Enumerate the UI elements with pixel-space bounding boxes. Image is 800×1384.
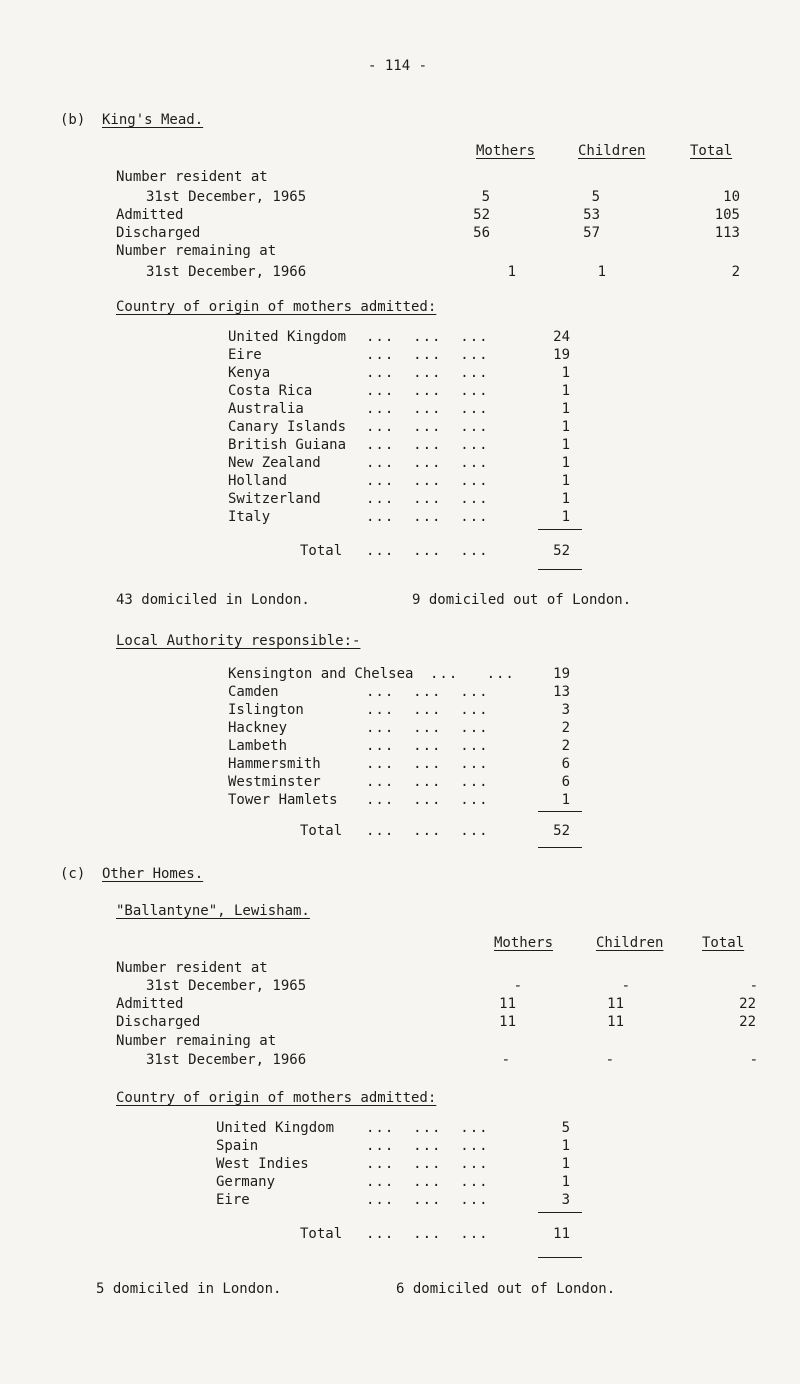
cell-total: - — [749, 1052, 758, 1068]
total-label: Total — [300, 1226, 343, 1242]
leader-dots: ... ... ... — [366, 1192, 489, 1208]
list-item-count: 1 — [561, 473, 570, 489]
list-item-label: United Kingdom — [228, 329, 347, 345]
cell-total: 22 — [739, 1014, 756, 1030]
domiciled-out: 9 domiciled out of London. — [412, 592, 632, 608]
leader-dots: ... ... ... — [366, 455, 489, 471]
cell-children: 57 — [583, 225, 600, 241]
leader-dots: ... ... ... — [366, 1156, 489, 1172]
leader-dots: ... ... ... — [366, 365, 489, 381]
domiciled-out: 6 domiciled out of London. — [396, 1281, 616, 1297]
leader-dots: ... ... ... — [366, 543, 489, 559]
domiciled-in: 5 domiciled in London. — [96, 1281, 282, 1297]
leader-dots: ... ... ... — [366, 1174, 489, 1190]
cell-total: - — [749, 978, 758, 994]
page-number: - 114 - — [368, 58, 428, 74]
total-rule — [538, 847, 582, 848]
list-item-label: Switzerland — [228, 491, 321, 507]
row-label: Admitted — [116, 996, 184, 1012]
cell-mothers: 11 — [499, 1014, 516, 1030]
row-label: 31st December, 1965 — [146, 978, 307, 994]
subtotal-rule — [538, 1212, 582, 1213]
origin-heading: Country of origin of mothers admitted: — [116, 299, 437, 315]
leader-dots: ... ... ... — [366, 509, 489, 525]
row-label: 31st December, 1966 — [146, 1052, 307, 1068]
list-item-count: 19 — [553, 347, 570, 363]
list-item-count: 1 — [561, 1174, 570, 1190]
leader-dots: ... ... ... — [366, 738, 489, 754]
cell-total: 113 — [714, 225, 740, 241]
list-item-label: Eire — [216, 1192, 250, 1208]
leader-dots: ... ... ... — [366, 823, 489, 839]
cell-mothers: - — [501, 1052, 510, 1068]
list-item-count: 1 — [561, 1138, 570, 1154]
leader-dots: ... ... ... — [366, 401, 489, 417]
cell-total: 10 — [723, 189, 740, 205]
total-rule — [538, 569, 582, 570]
list-item-label: Germany — [216, 1174, 276, 1190]
cell-children: - — [621, 978, 630, 994]
cell-children: 1 — [597, 264, 606, 280]
list-item-count: 1 — [561, 437, 570, 453]
cell-children: 5 — [591, 189, 600, 205]
leader-dots: ... ... ... — [366, 774, 489, 790]
origin-heading: Country of origin of mothers admitted: — [116, 1090, 437, 1106]
list-item-count: 2 — [561, 738, 570, 754]
leader-dots: ... ... ... — [366, 1226, 489, 1242]
leader-dots: ... ... ... — [366, 1138, 489, 1154]
section-c-prefix: (c) — [60, 866, 86, 882]
list-item-label: Italy — [228, 509, 271, 525]
list-item-count: 6 — [561, 774, 570, 790]
list-item-label: New Zealand — [228, 455, 321, 471]
list-item-count: 19 — [553, 666, 570, 682]
list-item-count: 1 — [561, 365, 570, 381]
leader-dots: ... ... ... — [366, 419, 489, 435]
list-item-label: Australia — [228, 401, 304, 417]
list-item-count: 5 — [561, 1120, 570, 1136]
col-children: Children — [578, 143, 646, 159]
list-item-label: Hammersmith — [228, 756, 321, 772]
list-item-count: 6 — [561, 756, 570, 772]
leader-dots: ... ... ... — [366, 1120, 489, 1136]
leader-dots: ... ... ... — [366, 756, 489, 772]
list-item-label: Islington — [228, 702, 304, 718]
leader-dots: ... ... ... — [366, 792, 489, 808]
list-item-label: West Indies — [216, 1156, 309, 1172]
list-item-label: Canary Islands — [228, 419, 347, 435]
list-item-count: 1 — [561, 383, 570, 399]
leader-dots: ... ... ... — [366, 702, 489, 718]
list-item-count: 1 — [561, 491, 570, 507]
list-item-count: 1 — [561, 455, 570, 471]
sub-heading: "Ballantyne", Lewisham. — [116, 903, 310, 919]
subtotal-rule — [538, 529, 582, 530]
list-item-count: 1 — [561, 1156, 570, 1172]
cell-mothers: 11 — [499, 996, 516, 1012]
list-item-label: Costa Rica — [228, 383, 313, 399]
cell-mothers: 1 — [507, 264, 516, 280]
list-item-label: Tower Hamlets — [228, 792, 338, 808]
col-mothers: Mothers — [494, 935, 554, 951]
cell-mothers: - — [513, 978, 522, 994]
cell-children: 53 — [583, 207, 600, 223]
cell-children: 11 — [607, 996, 624, 1012]
col-mothers: Mothers — [476, 143, 536, 159]
row-label: Number resident at — [116, 169, 268, 185]
list-item-label: Kenya — [228, 365, 271, 381]
leader-dots: ... ... ... — [366, 684, 489, 700]
origin-total: 11 — [553, 1226, 570, 1242]
row-label: Number remaining at — [116, 1033, 277, 1049]
total-label: Total — [300, 543, 343, 559]
leader-dots: ... ... ... — [366, 491, 489, 507]
list-item-count: 1 — [561, 419, 570, 435]
row-label: Discharged — [116, 1014, 201, 1030]
leader-dots: ... ... ... — [366, 437, 489, 453]
cell-total: 105 — [714, 207, 740, 223]
origin-total: 52 — [553, 543, 570, 559]
list-item-count: 2 — [561, 720, 570, 736]
list-item-count: 1 — [561, 401, 570, 417]
cell-total: 2 — [731, 264, 740, 280]
section-b-heading: King's Mead. — [102, 112, 204, 128]
leader-dots: ... ... ... — [366, 473, 489, 489]
total-rule — [538, 1257, 582, 1258]
list-item-label: Eire — [228, 347, 262, 363]
list-item-count: 1 — [561, 792, 570, 808]
list-item-count: 3 — [561, 702, 570, 718]
list-item-label: Hackney — [228, 720, 288, 736]
list-item-label: United Kingdom — [216, 1120, 335, 1136]
leader-dots: ... ... ... — [366, 329, 489, 345]
row-label: Discharged — [116, 225, 201, 241]
section-b-prefix: (b) — [60, 112, 86, 128]
cell-children: - — [605, 1052, 614, 1068]
col-children: Children — [596, 935, 664, 951]
leader-dots: ... ... ... — [366, 720, 489, 736]
leader-dots: ... ... ... — [366, 383, 489, 399]
la-heading: Local Authority responsible:- — [116, 633, 361, 649]
cell-children: 11 — [607, 1014, 624, 1030]
list-item-label: Westminster — [228, 774, 321, 790]
list-item-count: 1 — [561, 509, 570, 525]
cell-mothers: 56 — [473, 225, 490, 241]
row-label: Number resident at — [116, 960, 268, 976]
list-item-label: Kensington and Chelsea — [228, 666, 414, 682]
total-label: Total — [300, 823, 343, 839]
row-label: 31st December, 1965 — [146, 189, 307, 205]
cell-mothers: 52 — [473, 207, 490, 223]
list-item-label: Spain — [216, 1138, 259, 1154]
row-label: 31st December, 1966 — [146, 264, 307, 280]
col-total: Total — [702, 935, 745, 951]
list-item-label: Holland — [228, 473, 288, 489]
leader-dots: ... ... ... — [366, 347, 489, 363]
subtotal-rule — [538, 811, 582, 812]
list-item-label: Camden — [228, 684, 279, 700]
row-label: Number remaining at — [116, 243, 277, 259]
list-item-count: 3 — [561, 1192, 570, 1208]
list-item-label: British Guiana — [228, 437, 347, 453]
cell-total: 22 — [739, 996, 756, 1012]
list-item-count: 13 — [553, 684, 570, 700]
col-total: Total — [690, 143, 733, 159]
row-label: Admitted — [116, 207, 184, 223]
domiciled-in: 43 domiciled in London. — [116, 592, 310, 608]
list-item-count: 24 — [553, 329, 570, 345]
leader-dots: ... ... — [430, 666, 515, 682]
cell-mothers: 5 — [481, 189, 490, 205]
list-item-label: Lambeth — [228, 738, 288, 754]
la-total: 52 — [553, 823, 570, 839]
section-c-heading: Other Homes. — [102, 866, 204, 882]
